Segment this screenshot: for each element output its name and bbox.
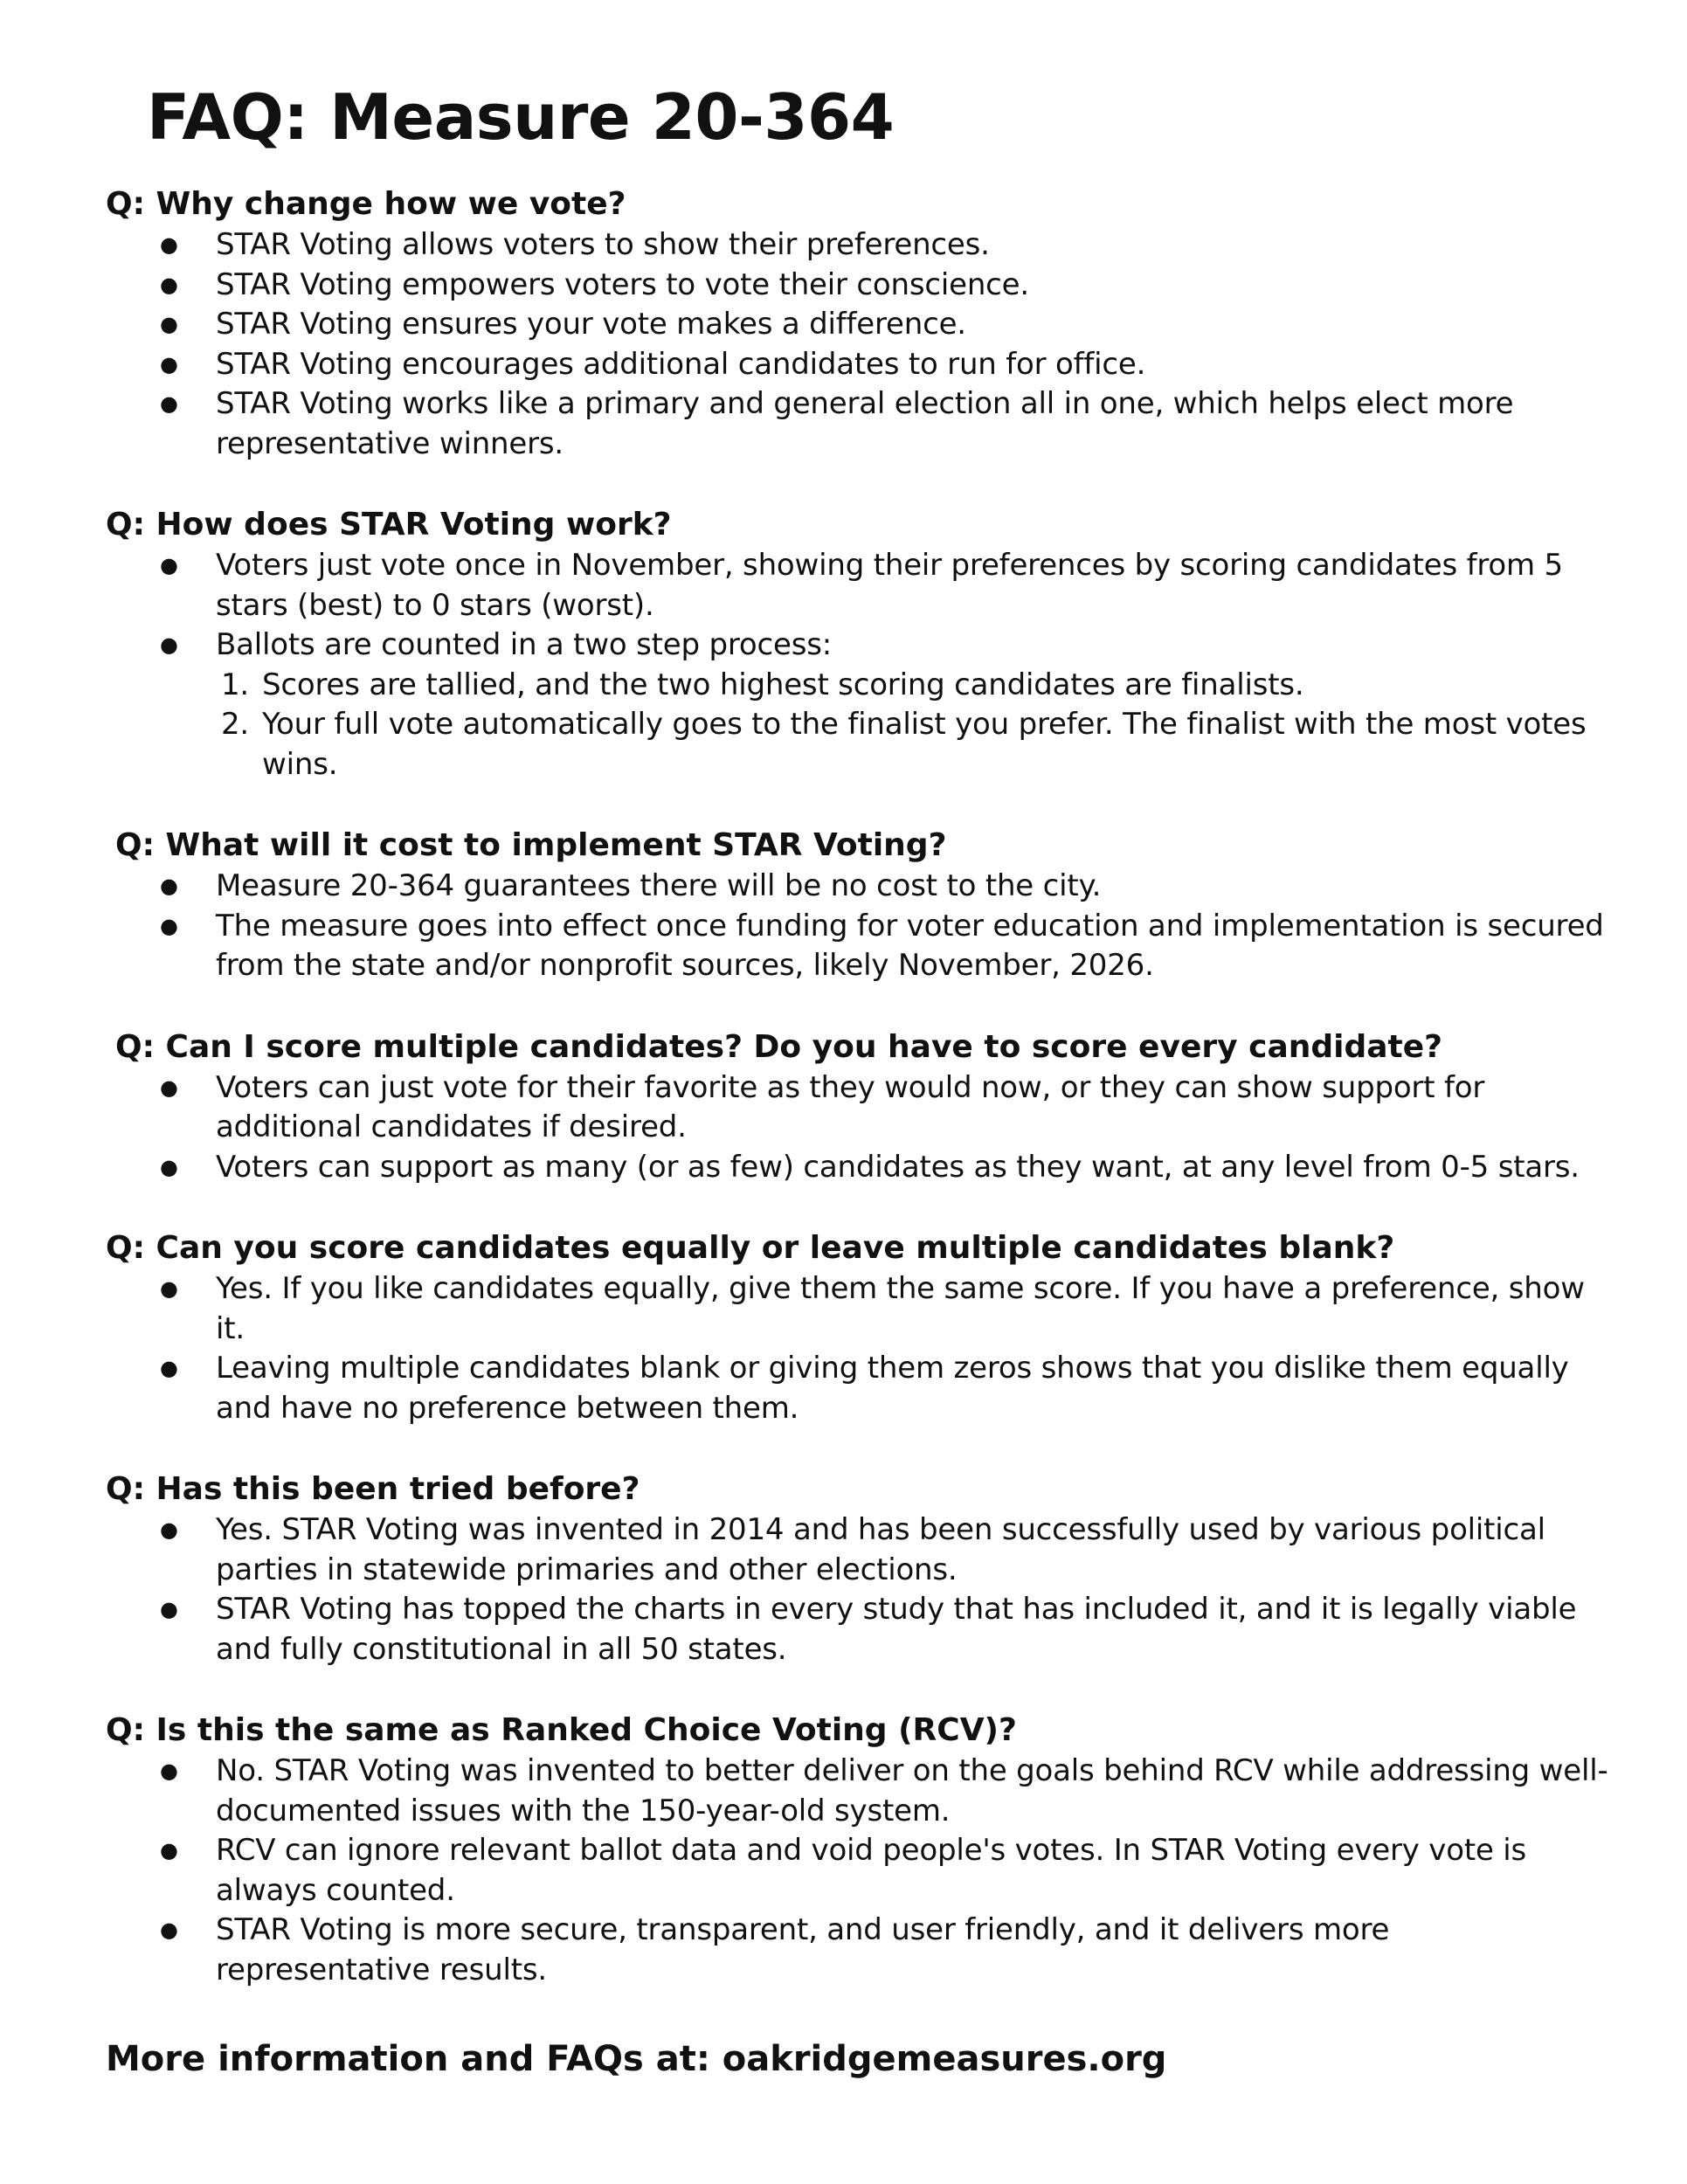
faq-question: Q: Is this the same as Ranked Choice Voting (RCV)? bbox=[106, 1712, 1017, 1748]
faq-question: Q: Can you score candidates equally or leave multiple candidates blank? bbox=[106, 1230, 1395, 1266]
faq-score-equally bbox=[106, 1227, 1608, 1428]
faq-question: Q: Has this been tried before? bbox=[106, 1471, 640, 1507]
faq-list bbox=[106, 183, 1608, 2030]
faq-answer: ● Leaving multiple candidates blank or giving them zeros shows that you dislike them equally and have no preference between them. bbox=[106, 1349, 1608, 1428]
faq-answer: ● The measure goes into effect once funding for voter education and implementation is secured from the state and/or nonprofit sources, likely November, 2026. bbox=[106, 907, 1608, 986]
faq-answer: ● Ballots are counted in a two step process: bbox=[106, 625, 1608, 666]
faq-answer: ● RCV can ignore relevant ballot data and void people's votes. In STAR Voting every vote is always counted. bbox=[106, 1831, 1608, 1911]
faq-question: Q: Can I score multiple candidates? Do you have to score every candidate? bbox=[115, 1028, 1443, 1065]
counting-step: 2. Your full vote automatically goes to the finalist you prefer. The finalist with the most votes wins. bbox=[221, 707, 1587, 782]
faq-answer-list bbox=[106, 225, 1608, 464]
faq-answer: ● STAR Voting ensures your vote makes a difference. bbox=[106, 305, 1608, 345]
faq-answer-list bbox=[106, 1269, 1608, 1428]
faq-answer: ● Yes. If you like candidates equally, give them the same score. If you have a preference, show it. bbox=[106, 1269, 1608, 1349]
faq-answer: ● Measure 20-364 guarantees there will be no cost to the city. bbox=[106, 867, 1608, 907]
faq-answer: ● Voters just vote once in November, showing their preferences by scoring candidates from 5 stars (best) to 0 stars (worst). bbox=[106, 546, 1608, 625]
faq-answer: ● STAR Voting is more secure, transparent, and user friendly, and it delivers more representative results. bbox=[106, 1911, 1608, 1990]
faq-answer-list bbox=[106, 546, 1608, 666]
faq-answer: ● STAR Voting works like a primary and general election all in one, which helps elect more representative winners. bbox=[106, 384, 1608, 464]
faq-question: Q: How does STAR Voting work? bbox=[106, 507, 672, 543]
faq-question: Q: Why change how we vote? bbox=[106, 186, 626, 222]
counting-step-text: Your full vote automatically goes to the finalist you prefer. The finalist with the most votes wins. bbox=[262, 707, 1587, 782]
faq-answer-list bbox=[106, 1752, 1608, 1990]
counting-steps bbox=[216, 666, 1608, 785]
faq-how-it-works bbox=[106, 504, 1608, 784]
faq-cost bbox=[106, 825, 1608, 986]
faq-question: Q: What will it cost to implement STAR Voting? bbox=[115, 827, 947, 863]
counting-step-text: Scores are tallied, and the two highest scoring candidates are finalists. bbox=[262, 667, 1304, 702]
faq-answer: ● STAR Voting has topped the charts in every study that has included it, and it is legally viable and fully constitutional in all 50 states. bbox=[106, 1590, 1608, 1669]
faq-answer: ● STAR Voting allows voters to show their preferences. bbox=[106, 225, 1608, 266]
faq-why-change bbox=[106, 183, 1608, 464]
page-title: FAQ: Measure 20-364 bbox=[147, 80, 895, 154]
faq-score-multiple bbox=[106, 1026, 1608, 1188]
faq-answer-list bbox=[106, 1068, 1608, 1188]
faq-answer-list bbox=[106, 867, 1608, 986]
faq-rcv bbox=[106, 1710, 1608, 1990]
faq-answer: ● Yes. STAR Voting was invented in 2014 and has been successfully used by various political parties in statewide primaries and other elections. bbox=[106, 1510, 1608, 1590]
faq-answer: ● STAR Voting empowers voters to vote their conscience. bbox=[106, 266, 1608, 306]
faq-answer-list bbox=[106, 1510, 1608, 1669]
footer-more-info: More information and FAQs at: oakridgemeasures.org bbox=[106, 2039, 1167, 2079]
faq-answer: ● Voters can support as many (or as few) candidates as they want, at any level from 0-5 stars. bbox=[106, 1148, 1608, 1188]
faq-answer: ● STAR Voting encourages additional candidates to run for office. bbox=[106, 345, 1608, 385]
faq-answer: ● Voters can just vote for their favorite as they would now, or they can show support for additional candidates if desired. bbox=[106, 1068, 1608, 1148]
counting-step: 1. Scores are tallied, and the two highest scoring candidates are finalists. bbox=[221, 667, 1304, 702]
faq-tried-before bbox=[106, 1469, 1608, 1669]
faq-answer: ● No. STAR Voting was invented to better deliver on the goals behind RCV while addressing well-documented issues with the 150-year-old system. bbox=[106, 1752, 1608, 1831]
